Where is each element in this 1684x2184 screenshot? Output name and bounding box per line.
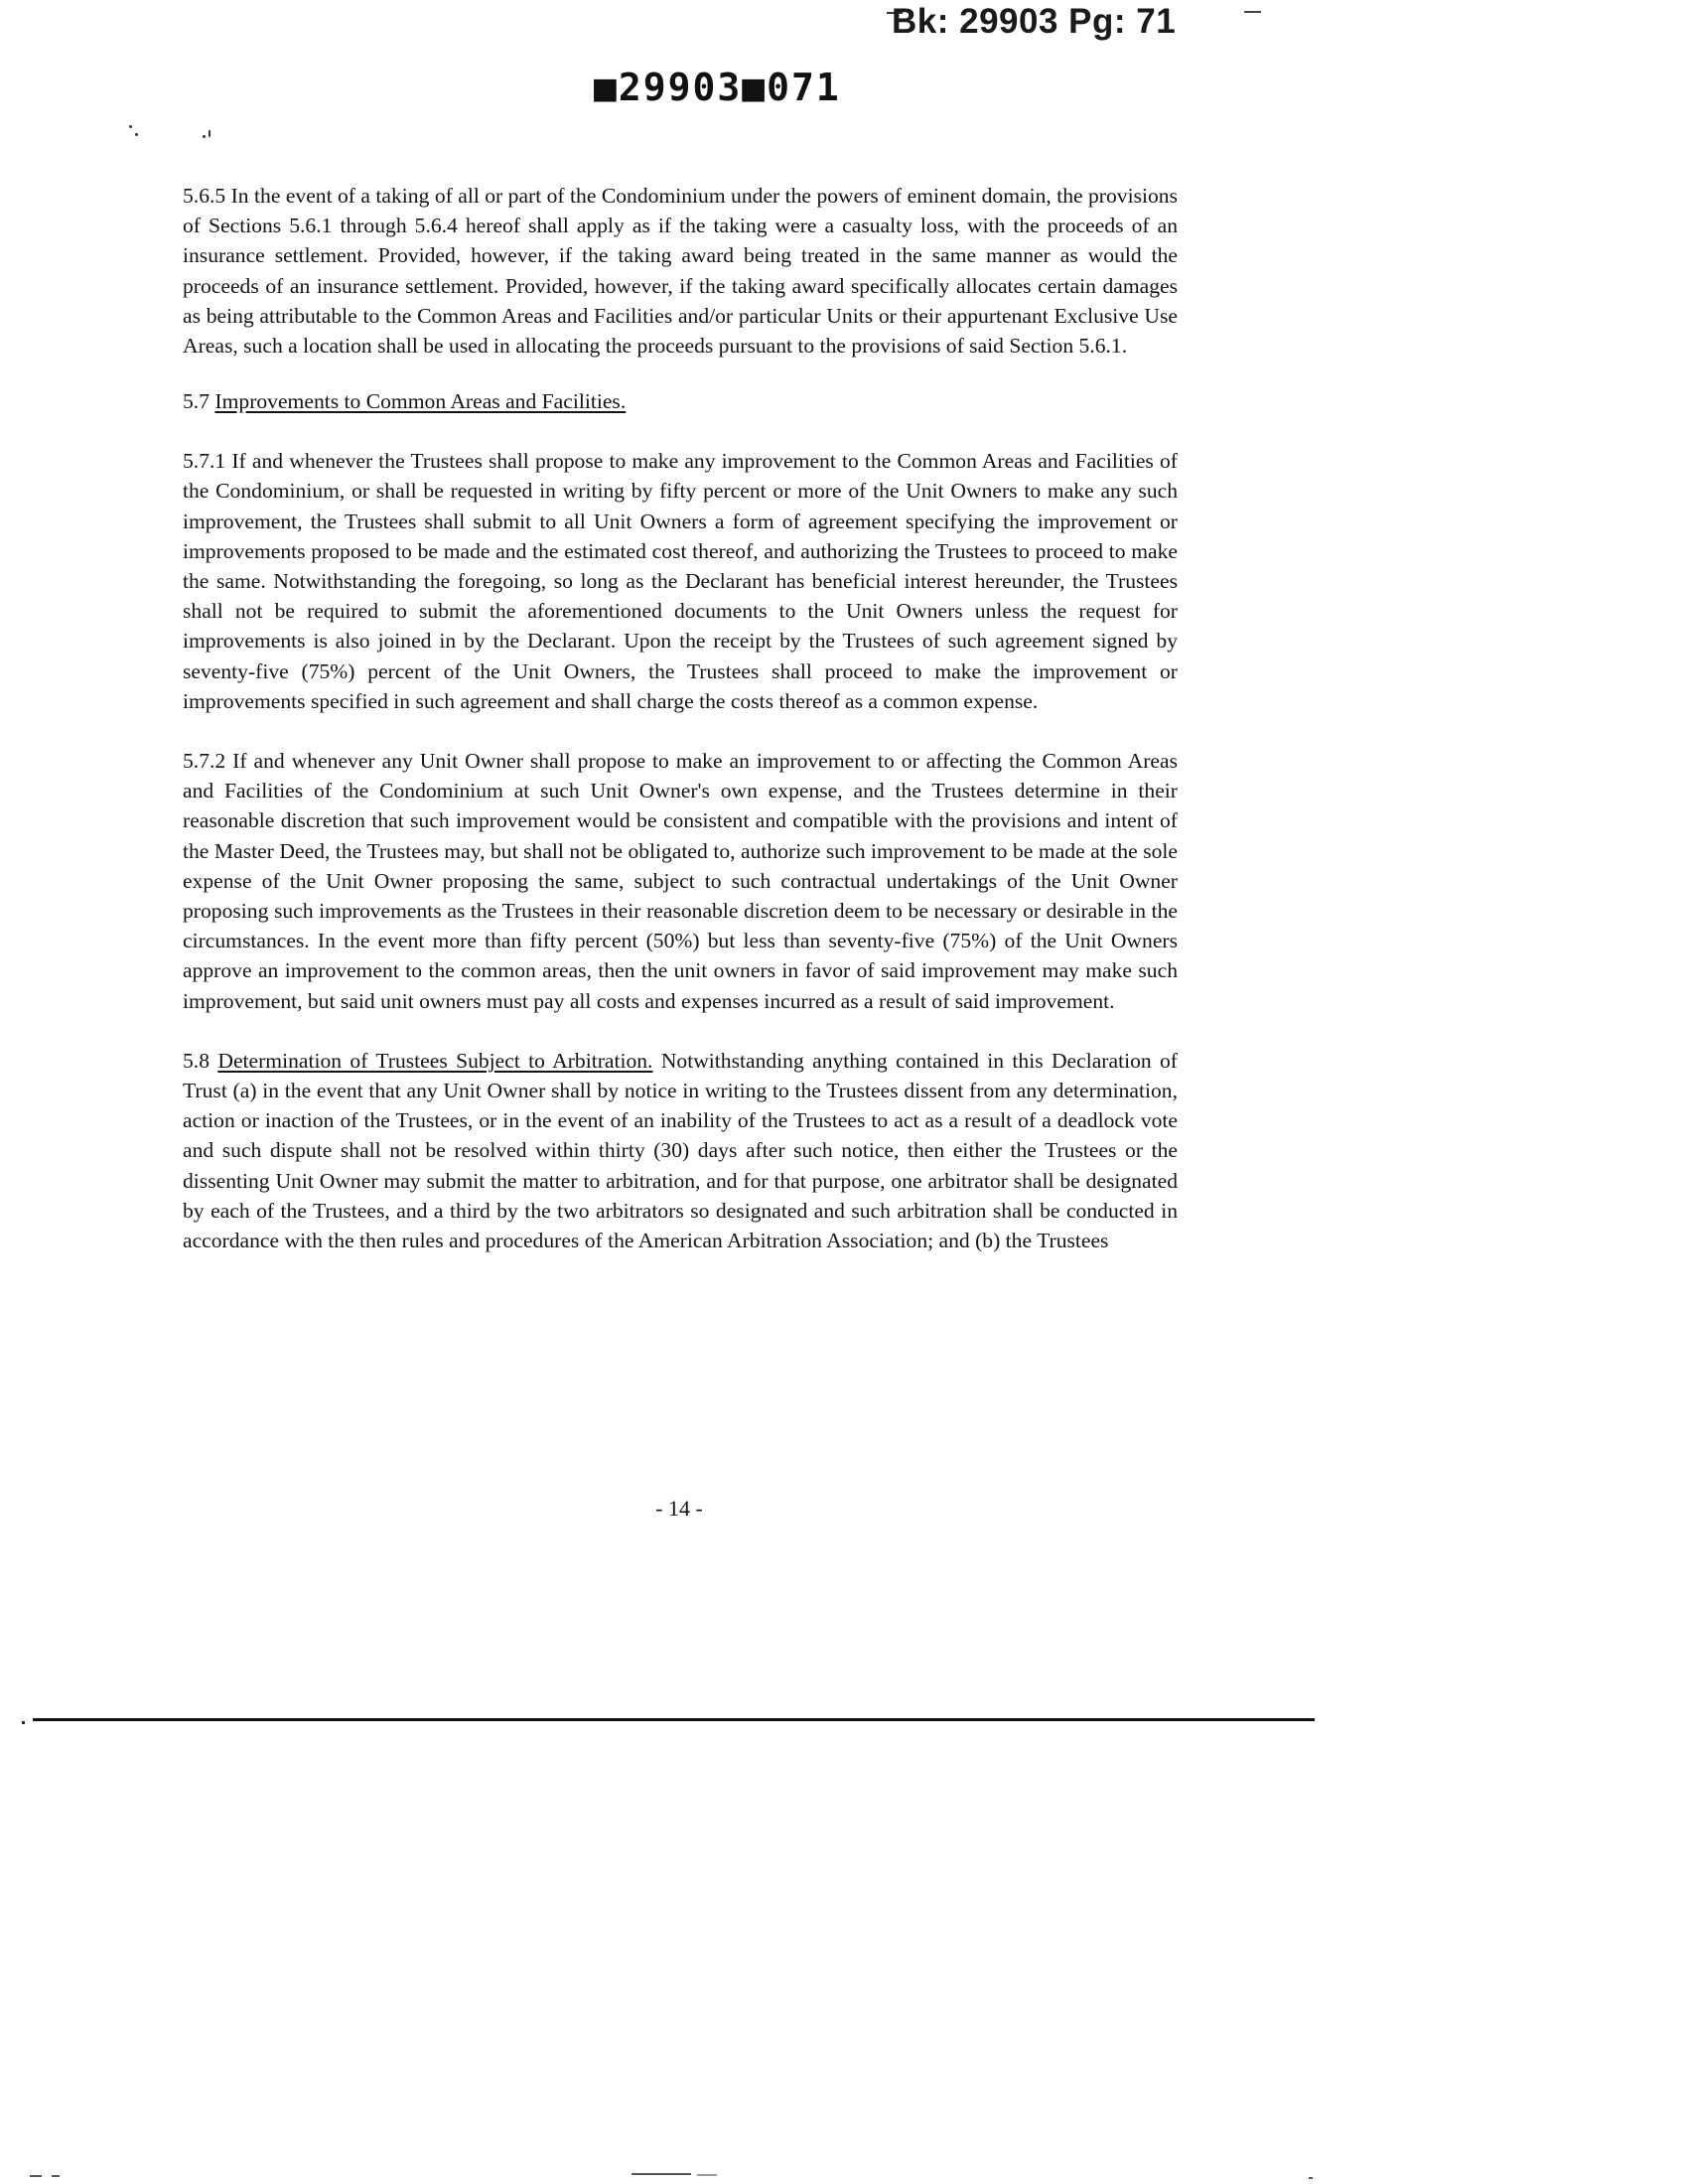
- scan-speck: [129, 125, 132, 128]
- book-page-reference: Bk: 29903 Pg: 71: [892, 2, 1177, 41]
- section-title: Improvements to Common Areas and Facilities.: [214, 389, 627, 414]
- section-5-6-5: 5.6.5 In the event of a taking of all or part of the Condominium under the powers of eminent domain, the provisions of Sections 5.6.1 through 5.6.4 hereof shall apply as if the taking were a casualty loss, with the proceeds of an insurance settlement. Provided, however, if the taking award being treated in the same manner as would the proceeds of an insurance settlement. Provided, however, if the taking award specifically allocates certain damages as being attributable to the Common Areas and Facilities and/or particular Units or their appurtenant Exclusive Use Areas, such a location shall be used in allocating the proceeds pursuant to the provisions of said Section 5.6.1.: [183, 184, 1178, 359]
- section-5-7-heading: [183, 386, 1178, 416]
- scan-mark: [632, 2173, 691, 2175]
- section-text: Notwithstanding anything contained in this Declaration of Trust (a) in the event that any Unit Owner shall by notice in writing to the Trustees dissent from any determination, action or inaction of the Trustees, or in the event of an inability of the Trustees to act as a result of a deadlock vote and such dispute shall not be resolved within thirty (30) days after such notice, then either the Trustees or the dissenting Unit Owner may submit the matter to arbitration, and for that purpose, one arbitrator shall be designated by each of the Trustees, and a third by the two arbitrators so designated and such arbitration shall be conducted in accordance with the then rules and procedures of the American Arbitration Association; and (b) the Trustees: [183, 1048, 1178, 1253]
- scan-mark: [22, 1721, 25, 1724]
- scan-mark: [52, 2175, 60, 2177]
- scan-speck: [135, 133, 138, 136]
- section-number: 5.7: [183, 389, 210, 414]
- section-number: 5.8: [183, 1048, 210, 1073]
- scan-mark: [1244, 11, 1261, 13]
- scan-mark: [1309, 2177, 1313, 2179]
- section-5-7-2: 5.7.2 If and whenever any Unit Owner shall propose to make an improvement to or affecting the Common Areas and Facilities of the Condominium at such Unit Owner's own expense, and the Trustees determine in their reasonable discretion that such improvement would be consistent and compatible with the provisions and intent of the Master Deed, the Trustees may, but shall not be obligated to, authorize such improvement to be made at the sole expense of the Unit Owner proposing the same, subject to such contractual undertakings of the Unit Owner proposing such improvements as the Trustees in their reasonable discretion deem to be necessary or desirable in the circumstances. In the event more than fifty percent (50%) but less than seventy-five (75%) of the Unit Owners approve an improvement to the common areas, then the unit owners in favor of said improvement may make such improvement, but said unit owners must pay all costs and expenses incurred as a result of said improvement.: [183, 749, 1178, 1013]
- section-title: Determination of Trustees Subject to Arbitration.: [217, 1048, 653, 1073]
- scan-mark: [30, 2175, 42, 2177]
- horizontal-rule: [33, 1718, 1315, 1721]
- section-5-7-1: 5.7.1 If and whenever the Trustees shall propose to make any improvement to the Common Areas and Facilities of the Condominium, or shall be requested in writing by fifty percent or more of the Unit Owners to make any such improvement, the Trustees shall submit to all Unit Owners a form of agreement specifying the improvement or improvements proposed to be made and the estimated cost thereof, and authorizing the Trustees to proceed to make the same. Notwithstanding the foregoing, so long as the Declarant has beneficial interest hereunder, the Trustees shall not be required to submit the aforementioned documents to the Unit Owners unless the request for improvements is also joined in by the Declarant. Upon the receipt by the Trustees of such agreement signed by seventy-five (75%) percent of the Unit Owners, the Trustees shall proceed to make the improvement or improvements specified in such agreement and shall charge the costs thereof as a common expense.: [183, 449, 1178, 713]
- section-5-8: [183, 1046, 1178, 1255]
- scan-speck: [203, 135, 206, 138]
- document-body: [183, 181, 1178, 1255]
- page-number: - 14 -: [655, 1496, 703, 1521]
- scan-mark: [697, 2174, 717, 2176]
- scan-speck: [209, 130, 210, 137]
- document-number-stamp: ■29903■071: [594, 66, 841, 109]
